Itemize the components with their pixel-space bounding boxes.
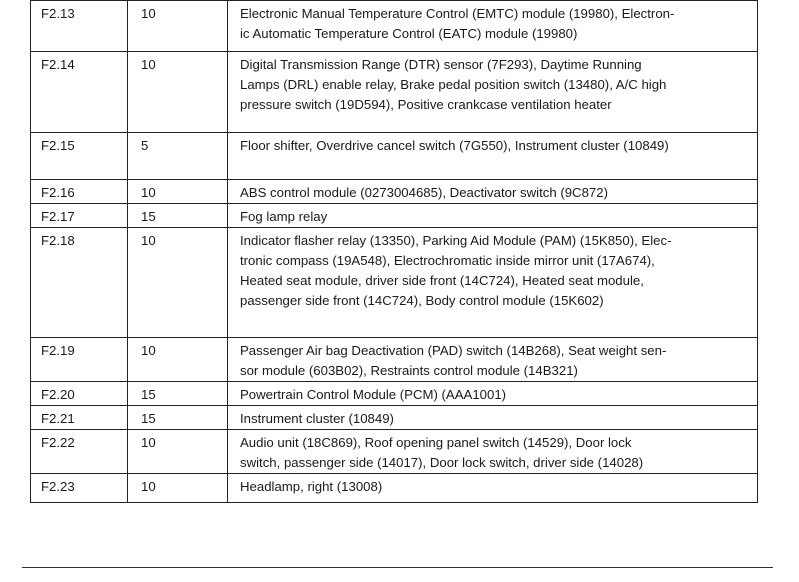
description-line: Lamps (DRL) enable relay, Brake pedal position switch (13480), A/C high bbox=[240, 77, 667, 92]
fuse-id: F2.20 bbox=[41, 387, 75, 402]
description-line: switch, passenger side (14017), Door lock switch, driver side (14028) bbox=[240, 455, 644, 470]
fuse-amperage: 10 bbox=[141, 343, 156, 358]
page-bottom-rule bbox=[22, 567, 773, 568]
circuit-description bbox=[240, 406, 743, 429]
description-line: sor module (603B02), Restraints control module (14B321) bbox=[240, 363, 578, 378]
description-line: tronic compass (19A548), Electrochromatic inside mirror unit (17A674), bbox=[240, 253, 655, 268]
table-row bbox=[31, 180, 758, 204]
fuse-amperage: 10 bbox=[141, 435, 156, 450]
description-line: Passenger Air bag Deactivation (PAD) switch (14B268), Seat weight sen- bbox=[240, 343, 667, 358]
circuit-description-cell bbox=[228, 406, 758, 430]
fuse-id-cell bbox=[31, 382, 128, 406]
circuit-description-cell bbox=[228, 180, 758, 204]
fuse-id: F2.15 bbox=[41, 138, 75, 153]
circuit-description bbox=[240, 338, 743, 381]
fuse-id: F2.13 bbox=[41, 6, 75, 21]
fuse-amperage-cell bbox=[128, 382, 228, 406]
description-line: Fog lamp relay bbox=[240, 209, 328, 224]
fuse-table bbox=[30, 0, 758, 503]
fuse-amperage-cell bbox=[128, 1, 228, 52]
fuse-amperage-cell bbox=[128, 204, 228, 228]
description-line: Instrument cluster (10849) bbox=[240, 411, 394, 426]
circuit-description-cell bbox=[228, 133, 758, 180]
circuit-description bbox=[240, 474, 743, 497]
fuse-amperage: 10 bbox=[141, 185, 156, 200]
fuse-table-body bbox=[31, 1, 758, 503]
table-row bbox=[31, 474, 758, 503]
description-line: Indicator flasher relay (13350), Parking Aid Module (PAM) (15K850), Elec- bbox=[240, 233, 672, 248]
fuse-id: F2.14 bbox=[41, 57, 75, 72]
fuse-amperage-cell bbox=[128, 338, 228, 382]
fuse-amperage: 15 bbox=[141, 387, 156, 402]
fuse-id: F2.23 bbox=[41, 479, 75, 494]
fuse-id: F2.18 bbox=[41, 233, 75, 248]
description-line: ic Automatic Temperature Control (EATC) module (19980) bbox=[240, 26, 578, 41]
circuit-description bbox=[240, 430, 743, 473]
description-line: Digital Transmission Range (DTR) sensor (7F293), Daytime Running bbox=[240, 57, 642, 72]
fuse-id: F2.22 bbox=[41, 435, 75, 450]
fuse-amperage-cell bbox=[128, 52, 228, 133]
description-line: ABS control module (0273004685), Deactivator switch (9C872) bbox=[240, 185, 608, 200]
table-row bbox=[31, 204, 758, 228]
fuse-id-cell bbox=[31, 338, 128, 382]
circuit-description bbox=[240, 180, 743, 203]
circuit-description bbox=[240, 52, 743, 115]
table-row bbox=[31, 338, 758, 382]
table-row bbox=[31, 133, 758, 180]
circuit-description bbox=[240, 204, 743, 227]
fuse-id-cell bbox=[31, 1, 128, 52]
description-line: Electronic Manual Temperature Control (EMTC) module (19980), Electron- bbox=[240, 6, 675, 21]
fuse-id: F2.19 bbox=[41, 343, 75, 358]
description-line: Heated seat module, driver side front (14C724), Heated seat module, bbox=[240, 273, 644, 288]
description-line: pressure switch (19D594), Positive crankcase ventilation heater bbox=[240, 97, 612, 112]
description-line: Headlamp, right (13008) bbox=[240, 479, 383, 494]
fuse-amperage: 10 bbox=[141, 233, 156, 248]
fuse-amperage-cell bbox=[128, 228, 228, 338]
fuse-id-cell bbox=[31, 430, 128, 474]
fuse-amperage-cell bbox=[128, 180, 228, 204]
fuse-amperage: 10 bbox=[141, 6, 156, 21]
fuse-amperage: 10 bbox=[141, 57, 156, 72]
fuse-id-cell bbox=[31, 228, 128, 338]
description-line: passenger side front (14C724), Body control module (15K602) bbox=[240, 293, 604, 308]
description-line: Powertrain Control Module (PCM) (AAA1001) bbox=[240, 387, 507, 402]
circuit-description bbox=[240, 228, 743, 311]
fuse-amperage-cell bbox=[128, 474, 228, 503]
table-row bbox=[31, 52, 758, 133]
fuse-id: F2.17 bbox=[41, 209, 75, 224]
table-row bbox=[31, 430, 758, 474]
table-row bbox=[31, 228, 758, 338]
fuse-id-cell bbox=[31, 180, 128, 204]
table-row bbox=[31, 1, 758, 52]
circuit-description bbox=[240, 133, 743, 156]
table-row bbox=[31, 382, 758, 406]
fuse-id-cell bbox=[31, 474, 128, 503]
fuse-id-cell bbox=[31, 204, 128, 228]
circuit-description-cell bbox=[228, 338, 758, 382]
fuse-id-cell bbox=[31, 133, 128, 180]
fuse-amperage: 15 bbox=[141, 411, 156, 426]
fuse-id-cell bbox=[31, 52, 128, 133]
description-line: Audio unit (18C869), Roof opening panel switch (14529), Door lock bbox=[240, 435, 632, 450]
fuse-id-cell bbox=[31, 406, 128, 430]
circuit-description-cell bbox=[228, 204, 758, 228]
description-line: Floor shifter, Overdrive cancel switch (7G550), Instrument cluster (10849) bbox=[240, 138, 669, 153]
fuse-amperage-cell bbox=[128, 430, 228, 474]
fuse-amperage-cell bbox=[128, 133, 228, 180]
circuit-description-cell bbox=[228, 52, 758, 133]
circuit-description-cell bbox=[228, 1, 758, 52]
fuse-amperage: 10 bbox=[141, 479, 156, 494]
circuit-description bbox=[240, 1, 743, 44]
circuit-description bbox=[240, 382, 743, 405]
circuit-description-cell bbox=[228, 474, 758, 503]
fuse-id: F2.16 bbox=[41, 185, 75, 200]
fuse-id: F2.21 bbox=[41, 411, 75, 426]
fuse-amperage: 15 bbox=[141, 209, 156, 224]
circuit-description-cell bbox=[228, 228, 758, 338]
circuit-description-cell bbox=[228, 382, 758, 406]
table-row bbox=[31, 406, 758, 430]
fuse-amperage: 5 bbox=[141, 138, 149, 153]
circuit-description-cell bbox=[228, 430, 758, 474]
fuse-amperage-cell bbox=[128, 406, 228, 430]
